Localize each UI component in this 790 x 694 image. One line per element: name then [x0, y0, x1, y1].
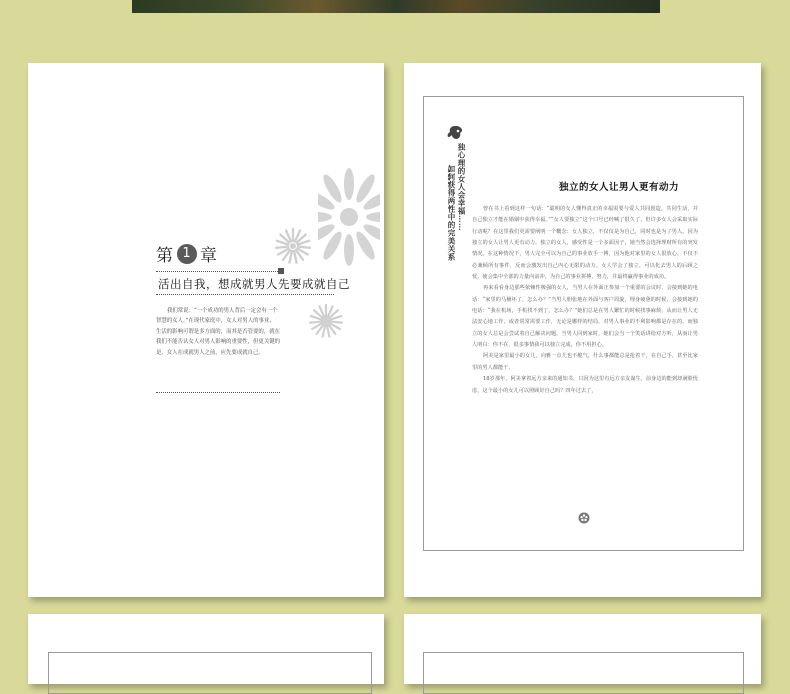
- chapter-prefix: 第: [156, 246, 174, 266]
- small-flower-decoration: [308, 303, 344, 339]
- page-ornament-icon: [578, 512, 590, 524]
- chapter-number: 1: [177, 244, 197, 264]
- running-header-line-1: 独心理的女人会幸福……: [457, 143, 466, 231]
- section-title: 独立的女人让男人更有动力: [558, 182, 679, 193]
- body-paragraph: 曾在书上看到这样一句话：“聪明的女人懂得真正的幸福需要与爱人共同创造，共同生活，并自己独立才能在婚姻中获得幸福。”“女人要独立”这个口号已经喊了很久了，但许多女人会采取实际行动呢？在这里我们更需要阐明一个概念：女人独立，不仅仅是为自己，同时也是为了男人。因为独立的女人让男人更有动力。独立的女人，感受性是一个多面因子，她当然会选择理财所有的突发情况。在这种情况下，男人完全可以为自己的事业放手一搏，因为他对家里的女人很放心，不仅不必兼顾所有事件，反而会激发出自己内心无限的动力。女人学会了独立，可以化去男人的后顾之忧，使会集中全部的力量向前冲，为自己的事业拼搏，努力，并最终赢得事业的成功。: [472, 206, 698, 281]
- top-photo-strip: [132, 0, 660, 13]
- chapter-suffix: 章: [200, 246, 218, 266]
- woman-silhouette-icon: [446, 125, 464, 141]
- chapter-title: 活出自我，想成就男人先要成就自己: [158, 277, 350, 291]
- large-flower-decoration: [318, 167, 380, 267]
- chapter-title-underline: [156, 294, 334, 295]
- chapter-heading: [156, 241, 218, 266]
- body-paragraph: 阿美是家里最小的女儿，向雅一点儿也不脆气，什么事都能总是抢着干，在自己手，甚至比家里的男人都能干。: [472, 353, 698, 371]
- chapter-intro: 我们常说：“一个成功的男人背后一定会有一个智慧的女人。”在现代家庭中，女人对男人的事业、生活的影响可谓是多方面的，而其是否管要的，就在我们不能否认女人对男人影响的重要性，但更关键的是，女人在成就男人之前，应先要成就自己。: [156, 308, 280, 356]
- page-frame: [48, 652, 372, 694]
- chapter-divider-top: [156, 271, 280, 272]
- body-text: [472, 204, 698, 397]
- chapter-page: [28, 63, 384, 597]
- content-page: [404, 63, 761, 597]
- body-paragraph: 再来看看身边那些依赖性极强的女人，当男人在外面正参加一个重要的会议时，会接到她的电话：“家里的马桶坏了，怎么办？”当男人胆张地在外面与客户周旋，埋身疲惫的时候，会接到她的电话：“我在机场，手机找不到了，怎么办？”她们总是在男人繁忙的时候找事麻烦，从而让男人无法安心地工作，或者常常需要工作，无论是哪样的结局，对男人事业的不利影响都是存在的。而独立的女人总是会尝试着自己解决问题，当男人回到家时，她们会当一个笑话讲给对方听，从而让男人明白：你不在，很多事情我可以独立完成，你不用担心。: [472, 285, 698, 349]
- body-paragraph: 18岁那年，阿美拿着远方亲来的通知书，只因为这里有远方亲友谋生，前身边的能到却满脸忧虑，这个最小的女儿可以照顾好自己吗？四年过去了，: [472, 376, 698, 394]
- medium-flower-decoration: [274, 227, 312, 265]
- page-frame: [423, 652, 744, 694]
- chapter-intro-underline: [156, 392, 280, 393]
- running-header-line-2: 如何获得两性中的完美关系: [447, 165, 456, 261]
- chapter-divider-marker: [278, 268, 284, 274]
